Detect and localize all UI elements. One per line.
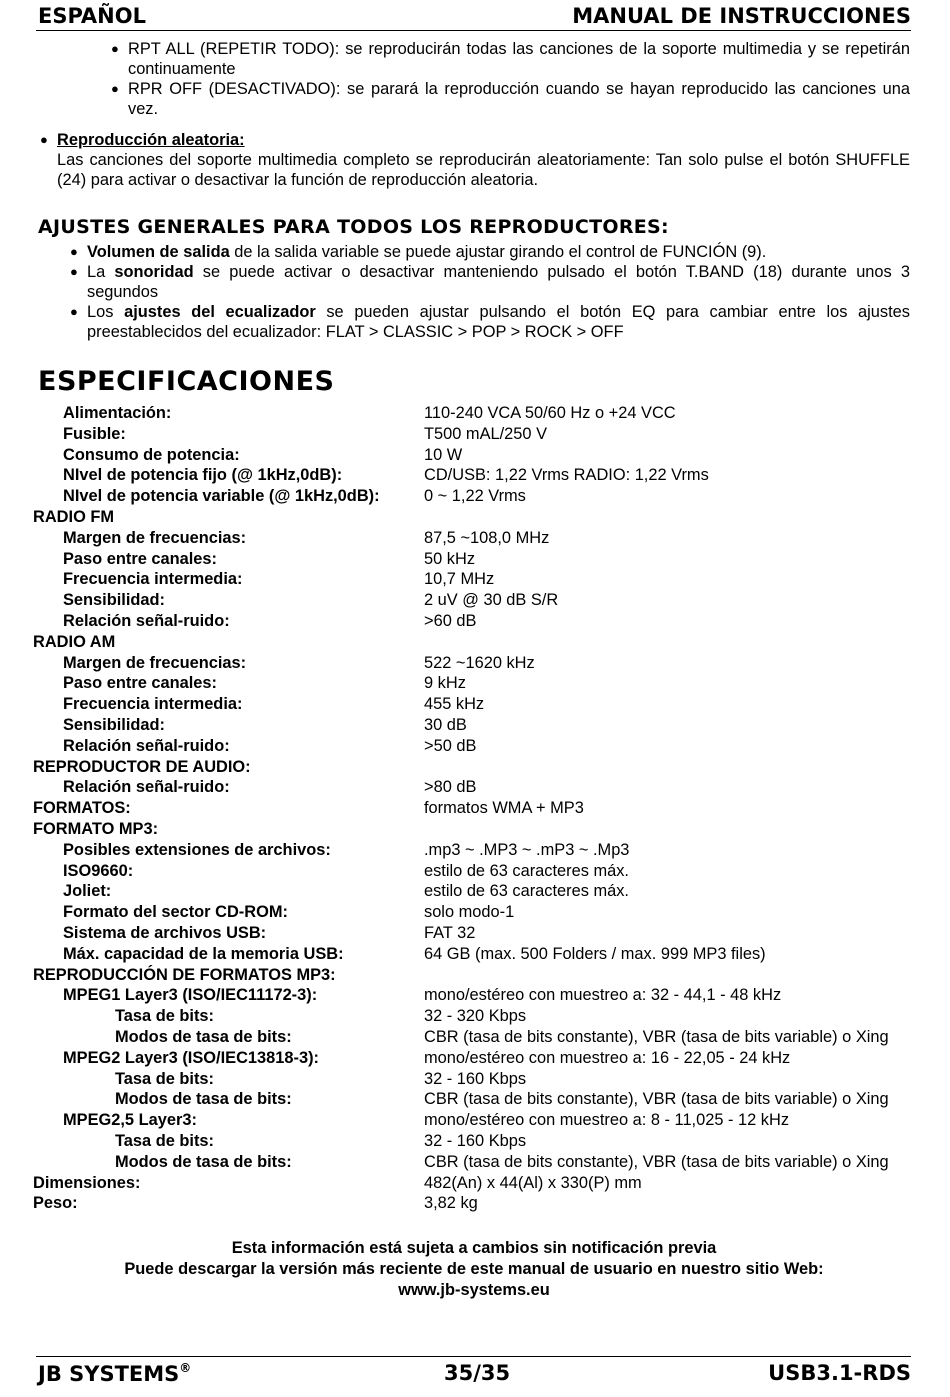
spec-label: Sensibilidad: [63, 716, 166, 734]
spec-row [0, 653, 880, 674]
spec-label: Tasa de bits: [115, 1069, 214, 1088]
spec-label: Modos de tasa de bits: [115, 1028, 292, 1046]
spec-row [0, 1173, 880, 1194]
spec-label: ISO9660: [63, 861, 134, 880]
page-number: 35/35 [444, 1361, 511, 1385]
spec-value: >60 dB [424, 612, 477, 630]
spec-label: FORMATO MP3: [33, 820, 159, 838]
spec-label: REPRODUCTOR DE AUDIO: [33, 757, 251, 776]
spec-row [0, 985, 880, 1006]
spec-value: mono/estéreo con muestreo a: 32 - 44,1 - 48 kHz [424, 986, 782, 1005]
spec-value: 9 kHz [424, 674, 466, 693]
spec-row [0, 840, 880, 861]
footer-brand: JB SYSTEMS® [38, 1361, 192, 1386]
spec-row [0, 1193, 880, 1214]
spec-value: 482(An) x 44(Al) x 330(P) mm [424, 1173, 642, 1192]
page-header [36, 2, 911, 31]
spec-row [0, 736, 880, 757]
spec-label: Dimensiones: [33, 1173, 141, 1192]
spec-row [0, 819, 880, 840]
spec-label: Fusible: [63, 424, 126, 443]
spec-label: Modos de tasa de bits: [115, 1152, 292, 1171]
spec-row [0, 1048, 880, 1069]
bullet-icon: ● [70, 244, 78, 259]
spec-row [0, 881, 880, 902]
spec-value: 455 kHz [424, 695, 485, 714]
spec-label: NIvel de potencia fijo (@ 1kHz,0dB): [63, 466, 343, 485]
spec-label: Sistema de archivos USB: [63, 924, 267, 942]
spec-row [0, 1027, 889, 1048]
spec-label: MPEG2,5 Layer3: [63, 1111, 197, 1130]
spec-value: T500 mAL/250 V [424, 424, 548, 443]
spec-label: Paso entre canales: [63, 674, 217, 693]
spec-label: RADIO FM [33, 508, 115, 526]
footer-model: USB3.1-RDS [768, 1361, 911, 1385]
spec-value: CBR (tasa de bits constante), VBR (tasa de bits variable) o Xing [424, 1152, 889, 1171]
spec-value: 87,5 ~108,0 MHz [424, 528, 550, 547]
spec-value: mono/estéreo con muestreo a: 8 - 11,025 - 12 kHz [424, 1111, 790, 1130]
spec-value: 10 W [424, 445, 463, 464]
spec-row [0, 569, 880, 590]
spec-label: Joliet: [63, 882, 112, 901]
spec-value: estilo de 63 caracteres máx. [424, 861, 629, 880]
spec-label: Posibles extensiones de archivos: [63, 840, 331, 859]
spec-row [0, 403, 880, 424]
header-title: MANUAL DE INSTRUCCIONES [572, 4, 911, 28]
spec-label: Sensibilidad: [63, 591, 166, 610]
spec-row [0, 1089, 889, 1110]
spec-label: MPEG1 Layer3 (ISO/IEC11172-3): [63, 986, 318, 1005]
shuffle-text: Las canciones del soporte multimedia completo se reproducirán aleatoriamente: Tan solo pulse el botón SHUFFLE (24) para activar o desactivar la función de reproducción aleatoria. [57, 151, 910, 189]
spec-row [0, 902, 880, 923]
spec-row [0, 486, 880, 507]
general-settings-heading: AJUSTES GENERALES PARA TODOS LOS REPRODUCTORES: [38, 216, 669, 238]
spec-label: Máx. capacidad de la memoria USB: [63, 944, 344, 963]
spec-row [0, 694, 880, 715]
spec-row [0, 465, 880, 486]
spec-label: Alimentación: [63, 404, 172, 422]
spec-value: 110-240 VCA 50/60 Hz o +24 VCC [424, 404, 676, 422]
bullet-icon: ● [70, 264, 78, 279]
spec-row [0, 528, 880, 549]
spec-row [0, 757, 880, 778]
spec-value: estilo de 63 caracteres máx. [424, 882, 629, 901]
spec-label: Paso entre canales: [63, 549, 217, 568]
spec-row [0, 798, 880, 819]
spec-label: Margen de frecuencias: [63, 653, 247, 672]
spec-label: Tasa de bits: [115, 1132, 214, 1150]
spec-row [0, 1131, 880, 1152]
spec-value: .mp3 ~ .MP3 ~ .mP3 ~ .Mp3 [424, 840, 630, 859]
repeat-item: RPT ALL (REPETIR TODO): se reproducirán todas las canciones de la soporte multimedia y se repetirán continuamente [128, 40, 910, 78]
spec-value: 30 dB [424, 716, 467, 734]
shuffle-title: Reproducción aleatoria: [57, 131, 245, 149]
spec-row [0, 1069, 880, 1090]
spec-label: Relación señal-ruido: [63, 736, 230, 755]
spec-label: FORMATOS: [33, 799, 131, 818]
spec-row [0, 673, 880, 694]
notice-line: Esta información está sujeta a cambios sin notificación previa [231, 1239, 717, 1257]
spec-label: REPRODUCCIÓN DE FORMATOS MP3: [33, 965, 336, 984]
spec-row [0, 632, 880, 653]
spec-label: NIvel de potencia variable (@ 1kHz,0dB): [63, 487, 380, 506]
spec-row [0, 1110, 880, 1131]
spec-value: 32 - 160 Kbps [424, 1132, 527, 1150]
spec-value: 32 - 160 Kbps [424, 1069, 527, 1088]
spec-value: 64 GB (max. 500 Folders / max. 999 MP3 files) [424, 944, 766, 963]
specifications-heading: ESPECIFICACIONES [38, 366, 335, 397]
spec-value: >80 dB [424, 778, 477, 797]
spec-value: CBR (tasa de bits constante), VBR (tasa de bits variable) o Xing [424, 1028, 889, 1046]
bullet-icon: ● [111, 81, 119, 96]
spec-row [0, 424, 880, 445]
bullet-icon: ● [40, 132, 48, 147]
spec-label: Frecuencia intermedia: [63, 695, 243, 714]
spec-label: RADIO AM [33, 632, 116, 651]
spec-label: Formato del sector CD-ROM: [63, 903, 288, 922]
spec-row [0, 611, 880, 632]
notice-line: Puede descargar la versión más reciente de este manual de usuario en nuestro sitio Web: [124, 1260, 824, 1278]
spec-value: formatos WMA + MP3 [424, 799, 584, 818]
spec-label: MPEG2 Layer3 (ISO/IEC13818-3): [63, 1048, 319, 1067]
spec-value: CBR (tasa de bits constante), VBR (tasa de bits variable) o Xing [424, 1090, 889, 1109]
spec-value: 50 kHz [424, 549, 476, 568]
spec-label: Relación señal-ruido: [63, 778, 230, 797]
spec-label: Margen de frecuencias: [63, 528, 247, 547]
general-item: Volumen de salida de la salida variable se puede ajustar girando el control de FUNCIÓN (9). [87, 243, 767, 261]
spec-row [0, 549, 880, 570]
spec-value: solo modo-1 [424, 903, 515, 922]
spec-value: >50 dB [424, 736, 477, 755]
spec-row [0, 1006, 880, 1027]
spec-row [0, 445, 880, 466]
spec-row [0, 923, 880, 944]
general-item: La sonoridad se puede activar o desactivar manteniendo pulsado el botón T.BAND (18) durante unos 3 segundos [87, 263, 910, 301]
bullet-icon: ● [111, 41, 119, 56]
spec-row [0, 507, 880, 528]
spec-label: Consumo de potencia: [63, 445, 240, 464]
spec-value: 10,7 MHz [424, 570, 495, 589]
spec-label: Frecuencia intermedia: [63, 570, 243, 589]
spec-row [0, 944, 880, 965]
repeat-item: RPR OFF (DESACTIVADO): se parará la reproducción cuando se hayan reproducido las canciones una vez. [128, 80, 910, 118]
spec-label: Modos de tasa de bits: [115, 1090, 292, 1109]
page-footer [36, 1356, 911, 1387]
spec-row [0, 1152, 889, 1173]
spec-value: FAT 32 [424, 924, 476, 942]
spec-row [0, 715, 880, 736]
spec-value: 0 ~ 1,22 Vrms [424, 487, 526, 506]
spec-value: mono/estéreo con muestreo a: 16 - 22,05 - 24 kHz [424, 1048, 791, 1067]
spec-value: 522 ~1620 kHz [424, 653, 535, 672]
spec-value: 32 - 320 Kbps [424, 1007, 527, 1026]
website-link[interactable]: www.jb-systems.eu [398, 1281, 550, 1299]
spec-row [0, 590, 880, 611]
spec-label: Relación señal-ruido: [63, 612, 230, 630]
spec-label: Tasa de bits: [115, 1007, 214, 1026]
spec-value: 2 uV @ 30 dB S/R [424, 591, 559, 610]
spec-row [0, 777, 880, 798]
spec-value: CD/USB: 1,22 Vrms RADIO: 1,22 Vrms [424, 466, 709, 485]
general-item: Los ajustes del ecualizador se pueden ajustar pulsando el botón EQ para cambiar entre los ajustes preestablecidos del ecualizador: FLAT > CLASSIC > POP > ROCK > OFF [87, 303, 910, 341]
spec-row [0, 861, 880, 882]
header-language: ESPAÑOL [38, 4, 146, 28]
bullet-icon: ● [70, 304, 78, 319]
spec-value: 3,82 kg [424, 1194, 478, 1213]
spec-row [0, 965, 880, 986]
spec-label: Peso: [33, 1194, 78, 1213]
